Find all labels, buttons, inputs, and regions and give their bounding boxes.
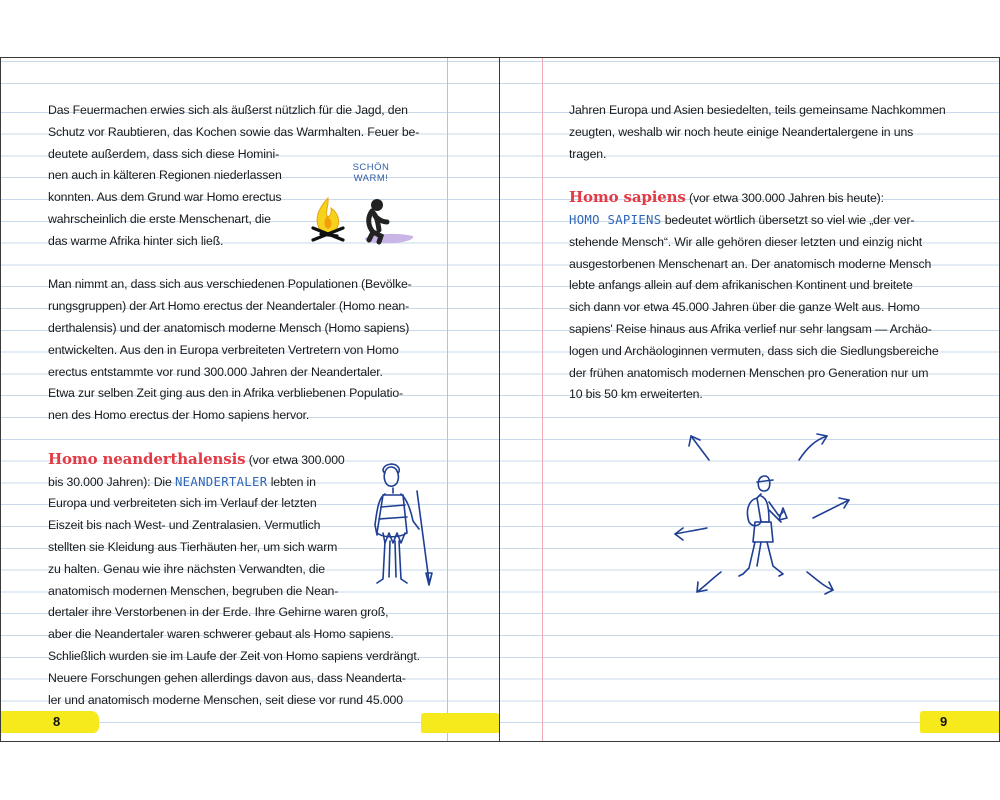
text-line: ler und anatomisch moderne Menschen, seit diese vor rund 45.000 [48, 692, 403, 707]
text-line: lebte anfangs allein auf dem afrikanischen Kontinent und breitete [569, 278, 913, 293]
text-line: nen auch in kälteren Regionen niederlassen [48, 168, 282, 183]
text-line: zu halten. Genau wie ihre nächsten Verwandten, die [48, 561, 325, 576]
page-number-highlight [920, 711, 1000, 733]
text-line: sich dann vor etwa 45.000 Jahren über die ganze Welt aus. Homo [569, 300, 920, 315]
text-line: ausgestorbenen Menschenart an. Der anatomisch moderne Mensch [569, 256, 932, 271]
page-number: 9 [940, 714, 948, 729]
direction-arrow-icon [807, 572, 833, 594]
text-line: stellten sie Kleidung aus Tierhäuten her, um sich warm [48, 539, 338, 554]
campfire-icon [307, 194, 349, 244]
text-line: Das Feuermachen erwies sich als äußerst nützlich für die Jagd, den [48, 103, 408, 117]
margin-line [542, 58, 543, 741]
text-line: rungsgruppen) der Art Homo erectus der Neandertaler (Homo nean- [48, 299, 410, 314]
text-line: zeugten, weshalb wir noch heute einige Neandertalergene in uns [569, 124, 914, 139]
text-line: Man nimmt an, dass sich aus verschiedenen Populationen (Bevölke- [48, 277, 412, 292]
neandertaler-keyword: NEANDERTALER [174, 474, 268, 489]
direction-arrow-icon [697, 572, 721, 592]
page-number: 8 [53, 714, 61, 729]
sapiens-heading: Homo sapiens [569, 188, 686, 207]
text-line: wahrscheinlich die erste Menschenart, die [48, 211, 271, 226]
text-line: sapiens' Reise hinaus aus Afrika verlief nur sehr langsam — Archäo- [569, 321, 932, 336]
homo-sapiens-keyword: HOMO SAPIENS [569, 212, 662, 227]
text-line: aber die Neandertaler waren schwerer gebaut als Homo sapiens. [48, 627, 394, 642]
section-heading-line: Homo sapiens (vor etwa 300.000 Jahren bis heute): [569, 188, 884, 207]
text-line: nen des Homo erectus der Homo sapiens hervor. [48, 408, 310, 423]
text-line: Europa und verbreiteten sich im Verlauf der letzten [48, 496, 317, 511]
page-number-highlight [421, 713, 500, 733]
text-line: logen und Archäologinnen vermuten, dass sich die Siedlungsbereiche [569, 343, 939, 358]
text-line: 10 bis 50 km erweiterten. [569, 387, 703, 402]
direction-arrow-icon [799, 434, 827, 460]
page-number-highlight [0, 711, 99, 733]
right-page [499, 57, 1000, 742]
text-line: konnten. Aus dem Grund war Homo erectus [48, 190, 282, 205]
text-line: Schließlich wurden sie im Laufe der Zeit von Homo sapiens verdrängt. [48, 648, 420, 663]
text-line: Etwa zur selben Zeit ging aus den in Afrika verbliebenen Populatio- [48, 386, 403, 401]
text-line: Jahren Europa und Asien besiedelten, teils gemeinsame Nachkommen [569, 103, 946, 117]
direction-arrow-icon [689, 436, 709, 460]
text-line: tragen. [569, 146, 607, 161]
hiker-arrows-illustration [665, 426, 865, 606]
direction-arrow-icon [813, 498, 849, 518]
text-line: der frühen anatomisch modernen Menschen pro Generation nur um [569, 365, 929, 380]
text-line: bis 30.000 Jahren): Die NEANDERTALER lebten in [48, 474, 316, 489]
neanderthal-heading: Homo neanderthalensis [48, 449, 246, 468]
neanderthal-with-spear-icon [363, 461, 435, 589]
speech-bubble: SCHÖN WARM! [352, 162, 390, 184]
text-line: Eiszeit bis nach West- und Zentralasien. Vermutlich [48, 518, 321, 533]
left-page [0, 57, 500, 742]
text-line: entwickelten. Aus den in Europa verbreiteten Vertretern von Homo [48, 342, 399, 357]
book-spread [0, 57, 1000, 742]
text-line: HOMO SAPIENS bedeutet wörtlich übersetzt so viel wie „der ver- [569, 212, 915, 227]
text-line: deutete außerdem, dass sich diese Homini- [48, 146, 280, 161]
section-heading-line: Homo neanderthalensis (vor etwa 300.000 [48, 449, 345, 468]
text-line: dertaler ihre Verstorbenen in der Erde. Ihre Gehirne waren groß, [48, 605, 389, 620]
text-line: stehende Mensch“. Wir alle gehören dieser letzten und einzig nicht [569, 234, 923, 249]
right-text-block [569, 100, 979, 406]
text-line: Schutz vor Raubtieren, das Kochen sowie das Warmhalten. Feuer be- [48, 124, 420, 139]
text-line: anatomisch modernen Menschen, begruben die Nean- [48, 583, 339, 598]
text-line: erectus entstammte vor rund 300.000 Jahren der Neandertaler. [48, 364, 383, 379]
text-line: derthalensis) und der anatomisch moderne Mensch (Homo sapiens) [48, 320, 410, 335]
direction-arrow-icon [675, 528, 707, 540]
text-line: das warme Afrika hinter sich ließ. [48, 233, 224, 248]
text-line: Neuere Forschungen gehen allerdings davon aus, dass Neanderta- [48, 670, 406, 685]
margin-line [447, 58, 448, 741]
left-text-block [48, 100, 446, 711]
crouching-person-icon [357, 196, 419, 246]
